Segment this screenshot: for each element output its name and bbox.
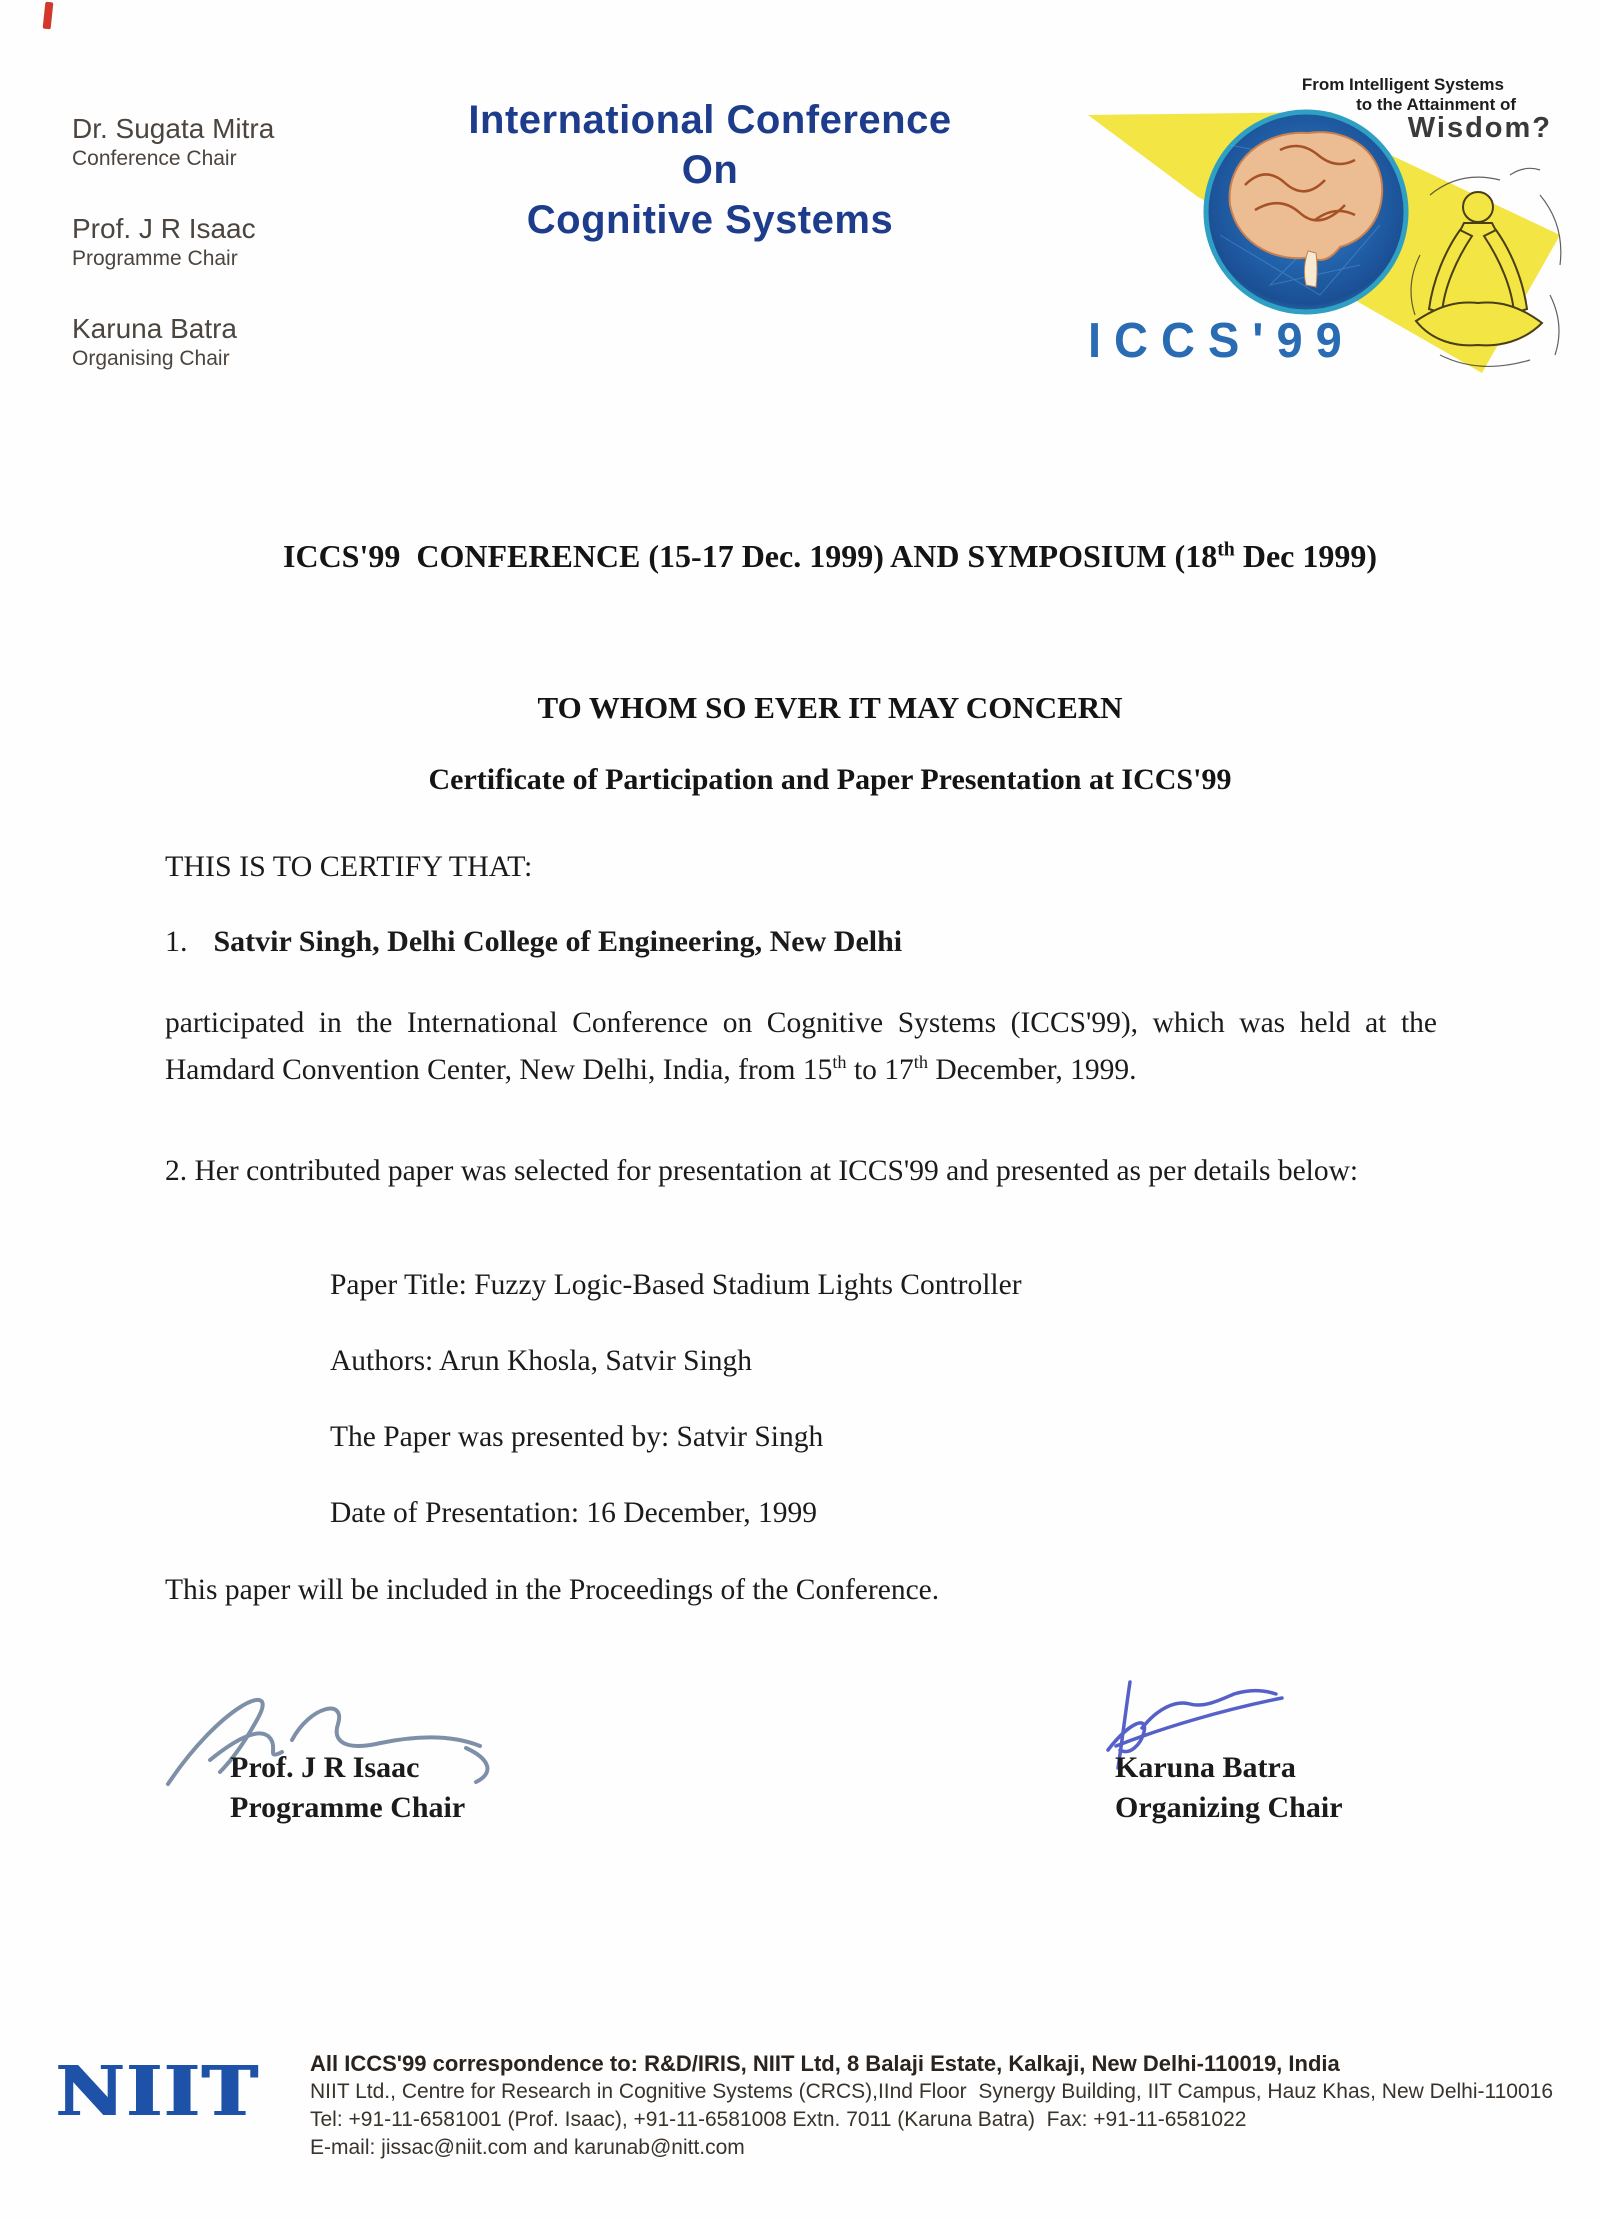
presentation-date-line: Date of Presentation: 16 December, 1999 xyxy=(330,1497,818,1529)
logo-tagline-line2: to the Attainment of xyxy=(1356,95,1516,114)
item-number: 1. xyxy=(165,925,188,958)
chair-name: Karuna Batra xyxy=(72,313,237,344)
logo-tagline-wisdom: Wisdom? xyxy=(1407,112,1552,144)
conference-title-line1: International Conference xyxy=(468,98,952,142)
left-signatory xyxy=(230,1748,465,1828)
conference-title-line2: On xyxy=(681,148,739,192)
iccs99-logo xyxy=(1080,55,1592,385)
logo-wordmark: ICCS'99 xyxy=(1088,312,1355,368)
chair-name: Dr. Sugata Mitra xyxy=(72,113,275,144)
chair-entry xyxy=(72,212,274,272)
niit-logo: NIIT xyxy=(56,2052,260,2132)
participation-paragraph xyxy=(165,1000,1437,1094)
footer-address-line: NIIT Ltd., Centre for Research in Cognitive Systems (CRCS),IInd Floor Synergy Building, IIT Campus, Hauz Khas, New Delhi-110016 xyxy=(310,2080,1554,2103)
conference-title-line3: Cognitive Systems xyxy=(526,198,894,242)
event-headline xyxy=(150,538,1510,575)
para1-text-end: December, 1999. xyxy=(928,1054,1137,1086)
proceedings-line: This paper will be included in the Proceedings of the Conference. xyxy=(165,1574,940,1606)
para1-superscript-1: th xyxy=(832,1052,847,1073)
left-signatory-name: Prof. J R Isaac xyxy=(230,1751,420,1784)
para1-superscript-2: th xyxy=(913,1052,928,1073)
para1-text: participated in the International Conference on Cognitive Systems (ICCS'99), which was held at the Hamdard Convention Center, New Delhi, India, from 15 xyxy=(165,1007,1437,1086)
participant-name: Satvir Singh, Delhi College of Engineering, New Delhi xyxy=(213,925,903,958)
paper-selected-paragraph: 2. Her contributed paper was selected for presentation at ICCS'99 and presented as per details below: xyxy=(165,1155,1359,1187)
participant-line xyxy=(165,925,902,959)
conference-title xyxy=(300,95,1120,245)
footer-address-block xyxy=(310,2050,1553,2162)
right-signatory-role: Organizing Chair xyxy=(1115,1791,1343,1824)
to-whom-heading: TO WHOM SO EVER IT MAY CONCERN xyxy=(537,690,1123,725)
right-signatory xyxy=(1115,1748,1343,1828)
certificate-heading: Certificate of Participation and Paper Presentation at ICCS'99 xyxy=(428,763,1232,796)
para1-text-mid: to 17 xyxy=(846,1054,914,1086)
chairs-list xyxy=(72,112,274,412)
right-signatory-name: Karuna Batra xyxy=(1115,1751,1296,1784)
certify-intro: THIS IS TO CERTIFY THAT: xyxy=(165,850,533,883)
headline-text: ICCS'99 CONFERENCE (15-17 Dec. 1999) AND SYMPOSIUM (18 xyxy=(283,538,1218,574)
paper-details-list xyxy=(330,1270,1022,1574)
presented-by-line: The Paper was presented by: Satvir Singh xyxy=(330,1421,824,1453)
paper-title-line: Paper Title: Fuzzy Logic-Based Stadium Lights Controller xyxy=(330,1269,1022,1301)
headline-text-suffix: Dec 1999) xyxy=(1234,538,1377,574)
chair-role: Programme Chair xyxy=(72,247,238,270)
authors-line: Authors: Arun Khosla, Satvir Singh xyxy=(330,1345,753,1377)
left-signatory-role: Programme Chair xyxy=(230,1791,466,1824)
chair-entry xyxy=(72,112,274,172)
chair-role: Organising Chair xyxy=(72,347,230,370)
footer-correspondence-line: All ICCS'99 correspondence to: R&D/IRIS, NIIT Ltd, 8 Balaji Estate, Kalkaji, New Delhi-110019, India xyxy=(310,2051,1340,2076)
logo-tagline-line1: From Intelligent Systems xyxy=(1301,75,1504,94)
footer-phone-line: Tel: +91-11-6581001 (Prof. Isaac), +91-11-6581008 Extn. 7011 (Karuna Batra) Fax: +91-11-6581022 xyxy=(310,2108,1247,2131)
chair-name: Prof. J R Isaac xyxy=(72,213,256,244)
footer-email-line: E-mail: jissac@niit.com and karunab@nitt.com xyxy=(310,2136,745,2159)
chair-role: Conference Chair xyxy=(72,147,237,170)
chair-entry xyxy=(72,312,274,372)
scan-artifact-mark xyxy=(43,2,54,30)
headline-superscript: th xyxy=(1217,538,1235,561)
